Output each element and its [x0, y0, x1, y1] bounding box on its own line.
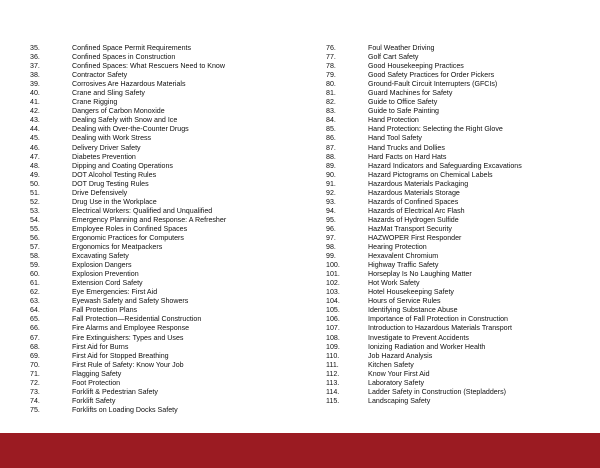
item-title: Fire Alarms and Employee Response [72, 324, 190, 333]
item-title: Guide to Office Safety [368, 98, 438, 107]
list-item [326, 288, 598, 297]
list-item [30, 116, 300, 125]
item-number: 97. [326, 233, 336, 242]
list-item [30, 361, 300, 370]
list-item [30, 225, 300, 234]
item-title: First Rule of Safety: Know Your Job [72, 360, 184, 369]
list-item [326, 279, 598, 288]
list-item [326, 334, 598, 343]
item-number: 39. [30, 80, 40, 89]
item-title: Horseplay Is No Laughing Matter [368, 270, 472, 279]
item-title: Identifying Substance Abuse [368, 306, 458, 315]
item-number: 35. [30, 44, 40, 52]
list-item [326, 71, 598, 80]
list-item [326, 343, 598, 352]
list-item [326, 243, 598, 252]
item-number: 37. [30, 62, 40, 71]
list-item [30, 306, 300, 315]
item-number: 54. [30, 215, 40, 224]
item-title: Drug Use in the Workplace [72, 197, 157, 206]
list-item [326, 207, 598, 216]
item-number: 75. [30, 405, 40, 414]
item-title: Hours of Service Rules [368, 297, 441, 306]
list-item [326, 171, 598, 180]
item-number: 49. [30, 170, 40, 179]
list-item [326, 116, 598, 125]
item-number: 42. [30, 107, 40, 116]
list-item [326, 53, 598, 62]
item-number: 43. [30, 116, 40, 125]
list-item [326, 125, 598, 134]
item-number: 90. [326, 170, 336, 179]
item-number: 105. [326, 306, 340, 315]
list-item [30, 189, 300, 198]
list-item [30, 44, 300, 53]
item-title: Good Safety Practices for Order Pickers [368, 71, 495, 80]
list-item [326, 107, 598, 116]
list-item [30, 107, 300, 116]
item-title: Dealing with Work Stress [72, 134, 152, 143]
item-number: 79. [326, 71, 336, 80]
list-item [30, 315, 300, 324]
item-number: 78. [326, 62, 336, 71]
item-number: 96. [326, 224, 336, 233]
list-item [30, 261, 300, 270]
item-number: 60. [30, 270, 40, 279]
item-title: Job Hazard Analysis [368, 351, 433, 360]
list-item [326, 388, 598, 397]
item-number: 102. [326, 279, 340, 288]
item-number: 67. [30, 333, 40, 342]
list-item [326, 315, 598, 324]
list-item [30, 352, 300, 361]
item-number: 61. [30, 279, 40, 288]
list-item [30, 334, 300, 343]
item-number: 63. [30, 297, 40, 306]
list-item [326, 44, 598, 53]
list-item [326, 234, 598, 243]
item-number: 52. [30, 197, 40, 206]
item-title: Flagging Safety [72, 369, 122, 378]
item-title: Hazardous Materials Storage [368, 188, 460, 197]
item-number: 107. [326, 324, 340, 333]
item-title: Dipping and Coating Operations [72, 161, 173, 170]
list-item [30, 270, 300, 279]
item-title: Hexavalent Chromium [368, 252, 439, 261]
list-item [30, 144, 300, 153]
item-number: 109. [326, 342, 340, 351]
list-item [30, 153, 300, 162]
list-item [30, 125, 300, 134]
item-title: Guard Machines for Safety [368, 89, 453, 98]
item-title: DOT Alcohol Testing Rules [72, 170, 157, 179]
item-number: 76. [326, 44, 336, 52]
list-item [326, 180, 598, 189]
item-title: Hand Protection: Selecting the Right Glove [368, 125, 503, 134]
item-number: 98. [326, 243, 336, 252]
item-title: Ground-Fault Circuit Interrupters (GFCIs) [368, 80, 498, 89]
item-title: Investigate to Prevent Accidents [368, 333, 469, 342]
item-title: DOT Drug Testing Rules [72, 179, 149, 188]
item-title: Guide to Safe Painting [368, 107, 439, 116]
item-number: 82. [326, 98, 336, 107]
list-item [326, 370, 598, 379]
list-item [326, 252, 598, 261]
footer-band [0, 433, 600, 468]
list-item [30, 207, 300, 216]
item-title: Contractor Safety [72, 71, 128, 80]
item-title: Extension Cord Safety [72, 279, 143, 288]
list-item [326, 397, 598, 406]
item-title: Excavating Safety [72, 252, 129, 261]
item-title: Forklift & Pedestrian Safety [72, 387, 158, 396]
list-item [326, 144, 598, 153]
list-item [30, 397, 300, 406]
list-item [30, 297, 300, 306]
item-title: Delivery Driver Safety [72, 143, 141, 152]
list-item [30, 98, 300, 107]
item-number: 108. [326, 333, 340, 342]
item-number: 114. [326, 387, 340, 396]
item-number: 73. [30, 387, 40, 396]
item-number: 100. [326, 261, 340, 270]
item-title: Highway Traffic Safety [368, 261, 439, 270]
list-item [30, 171, 300, 180]
item-title: Hand Tool Safety [368, 134, 422, 143]
item-title: Hazard Indicators and Safeguarding Excavations [368, 161, 522, 170]
list-item [326, 62, 598, 71]
item-title: Ergonomic Practices for Computers [72, 233, 184, 242]
item-number: 47. [30, 152, 40, 161]
item-title: Dealing Safely with Snow and Ice [72, 116, 178, 125]
item-number: 77. [326, 53, 336, 62]
list-item [30, 162, 300, 171]
item-title: Golf Cart Safety [368, 53, 419, 62]
item-number: 86. [326, 134, 336, 143]
item-title: Crane and Sling Safety [72, 89, 145, 98]
item-number: 41. [30, 98, 40, 107]
item-number: 94. [326, 206, 336, 215]
item-number: 65. [30, 315, 40, 324]
item-title: Importance of Fall Protection in Construction [368, 315, 508, 324]
item-title: Dangers of Carbon Monoxide [72, 107, 165, 116]
item-title: Eyewash Safety and Safety Showers [72, 297, 189, 306]
item-number: 55. [30, 224, 40, 233]
item-number: 59. [30, 261, 40, 270]
list-item [30, 379, 300, 388]
item-title: Know Your First Aid [368, 369, 430, 378]
list-item [30, 89, 300, 98]
item-title: Hand Protection [368, 116, 419, 125]
list-item [30, 406, 300, 415]
item-title: Landscaping Safety [368, 396, 431, 405]
list-item [326, 189, 598, 198]
list-item [326, 162, 598, 171]
item-number: 93. [326, 197, 336, 206]
item-title: Hazard Pictograms on Chemical Labels [368, 170, 493, 179]
list-item [326, 134, 598, 143]
item-title: Explosion Dangers [72, 261, 132, 270]
item-number: 64. [30, 306, 40, 315]
item-title: Laboratory Safety [368, 378, 424, 387]
list-item [30, 370, 300, 379]
item-title: Confined Space Permit Requirements [72, 44, 192, 52]
item-number: 66. [30, 324, 40, 333]
item-number: 92. [326, 188, 336, 197]
item-number: 48. [30, 161, 40, 170]
list-item [326, 270, 598, 279]
list-item [326, 153, 598, 162]
item-title: Foot Protection [72, 378, 121, 387]
item-number: 62. [30, 288, 40, 297]
item-title: Hazards of Hydrogen Sulfide [368, 215, 459, 224]
item-number: 83. [326, 107, 336, 116]
item-number: 68. [30, 342, 40, 351]
item-number: 70. [30, 360, 40, 369]
item-number: 72. [30, 378, 40, 387]
list-item [326, 306, 598, 315]
list-item [30, 279, 300, 288]
list-item [326, 198, 598, 207]
item-title: Good Housekeeping Practices [368, 62, 464, 71]
item-number: 89. [326, 161, 336, 170]
item-number: 103. [326, 288, 340, 297]
item-title: Corrosives Are Hazardous Materials [72, 80, 186, 89]
item-number: 111. [326, 360, 339, 369]
item-title: Ionizing Radiation and Worker Health [368, 342, 486, 351]
item-number: 57. [30, 243, 40, 252]
item-number: 40. [30, 89, 40, 98]
topic-list-left [30, 44, 300, 415]
list-item [326, 324, 598, 333]
list-item [326, 225, 598, 234]
item-number: 104. [326, 297, 340, 306]
item-title: Hot Work Safety [368, 279, 420, 288]
list-item [30, 53, 300, 62]
item-title: Dealing with Over-the-Counter Drugs [72, 125, 189, 134]
item-title: Ergonomics for Meatpackers [72, 243, 163, 252]
item-title: Hazards of Confined Spaces [368, 197, 459, 206]
list-item [30, 134, 300, 143]
item-title: HazMat Transport Security [368, 224, 452, 233]
item-number: 87. [326, 143, 336, 152]
item-title: Employee Roles in Confined Spaces [72, 224, 188, 233]
item-number: 91. [326, 179, 336, 188]
list-item [30, 62, 300, 71]
item-title: First Aid for Stopped Breathing [72, 351, 169, 360]
item-title: Forklift Safety [72, 396, 116, 405]
item-number: 71. [30, 369, 40, 378]
item-title: Fire Extinguishers: Types and Uses [72, 333, 184, 342]
item-title: Emergency Planning and Response: A Refresher [72, 215, 227, 224]
item-title: Crane Rigging [72, 98, 118, 107]
item-title: Hearing Protection [368, 243, 427, 252]
item-number: 112. [326, 369, 340, 378]
item-number: 51. [30, 188, 40, 197]
item-number: 106. [326, 315, 340, 324]
list-item [326, 352, 598, 361]
item-title: Explosion Prevention [72, 270, 139, 279]
item-title: Hazards of Electrical Arc Flash [368, 206, 465, 215]
item-number: 80. [326, 80, 336, 89]
item-title: HAZWOPER First Responder [368, 233, 462, 242]
list-item [326, 216, 598, 225]
list-item [30, 288, 300, 297]
item-number: 110. [326, 351, 340, 360]
list-item [30, 324, 300, 333]
item-title: Drive Defensively [72, 188, 128, 197]
item-number: 36. [30, 53, 40, 62]
item-title: Introduction to Hazardous Materials Transport [368, 324, 512, 333]
list-item [30, 252, 300, 261]
item-title: Forklifts on Loading Docks Safety [72, 405, 178, 414]
item-number: 101. [326, 270, 340, 279]
item-number: 44. [30, 125, 40, 134]
list-item [30, 80, 300, 89]
item-title: Hotel Housekeeping Safety [368, 288, 454, 297]
list-item [326, 89, 598, 98]
item-title: First Aid for Burns [72, 342, 129, 351]
item-title: Diabetes Prevention [72, 152, 136, 161]
item-number: 99. [326, 252, 336, 261]
item-number: 56. [30, 233, 40, 242]
list-item [30, 243, 300, 252]
item-number: 113. [326, 378, 340, 387]
item-number: 85. [326, 125, 336, 134]
item-title: Hazardous Materials Packaging [368, 179, 469, 188]
list-item [30, 198, 300, 207]
item-number: 53. [30, 206, 40, 215]
item-number: 88. [326, 152, 336, 161]
item-number: 58. [30, 252, 40, 261]
item-title: Fall Protection Plans [72, 306, 138, 315]
item-number: 95. [326, 215, 336, 224]
topic-list-right [326, 44, 598, 406]
item-number: 38. [30, 71, 40, 80]
list-item [326, 261, 598, 270]
item-title: Confined Spaces: What Rescuers Need to Know [72, 62, 225, 71]
list-item [30, 180, 300, 189]
item-title: Confined Spaces in Construction [72, 53, 176, 62]
list-item [326, 98, 598, 107]
list-item [326, 80, 598, 89]
item-number: 45. [30, 134, 40, 143]
item-title: Ladder Safety in Construction (Stepladders) [368, 387, 507, 396]
item-title: Hard Facts on Hard Hats [368, 152, 447, 161]
item-number: 115. [326, 396, 340, 405]
list-item [30, 234, 300, 243]
list-item [326, 361, 598, 370]
item-number: 50. [30, 179, 40, 188]
item-number: 84. [326, 116, 336, 125]
list-item [30, 216, 300, 225]
list-item [30, 71, 300, 80]
list-item [326, 379, 598, 388]
item-title: Hand Trucks and Dollies [368, 143, 445, 152]
item-number: 46. [30, 143, 40, 152]
list-item [326, 297, 598, 306]
item-title: Electrical Workers: Qualified and Unqualified [72, 206, 213, 215]
item-title: Kitchen Safety [368, 360, 414, 369]
item-number: 74. [30, 396, 40, 405]
item-number: 81. [326, 89, 336, 98]
item-title: Eye Emergencies: First Aid [72, 288, 158, 297]
item-number: 69. [30, 351, 40, 360]
item-title: Fall Protection—Residential Construction [72, 315, 202, 324]
list-item [30, 343, 300, 352]
list-item [30, 388, 300, 397]
item-title: Foul Weather Driving [368, 44, 435, 52]
